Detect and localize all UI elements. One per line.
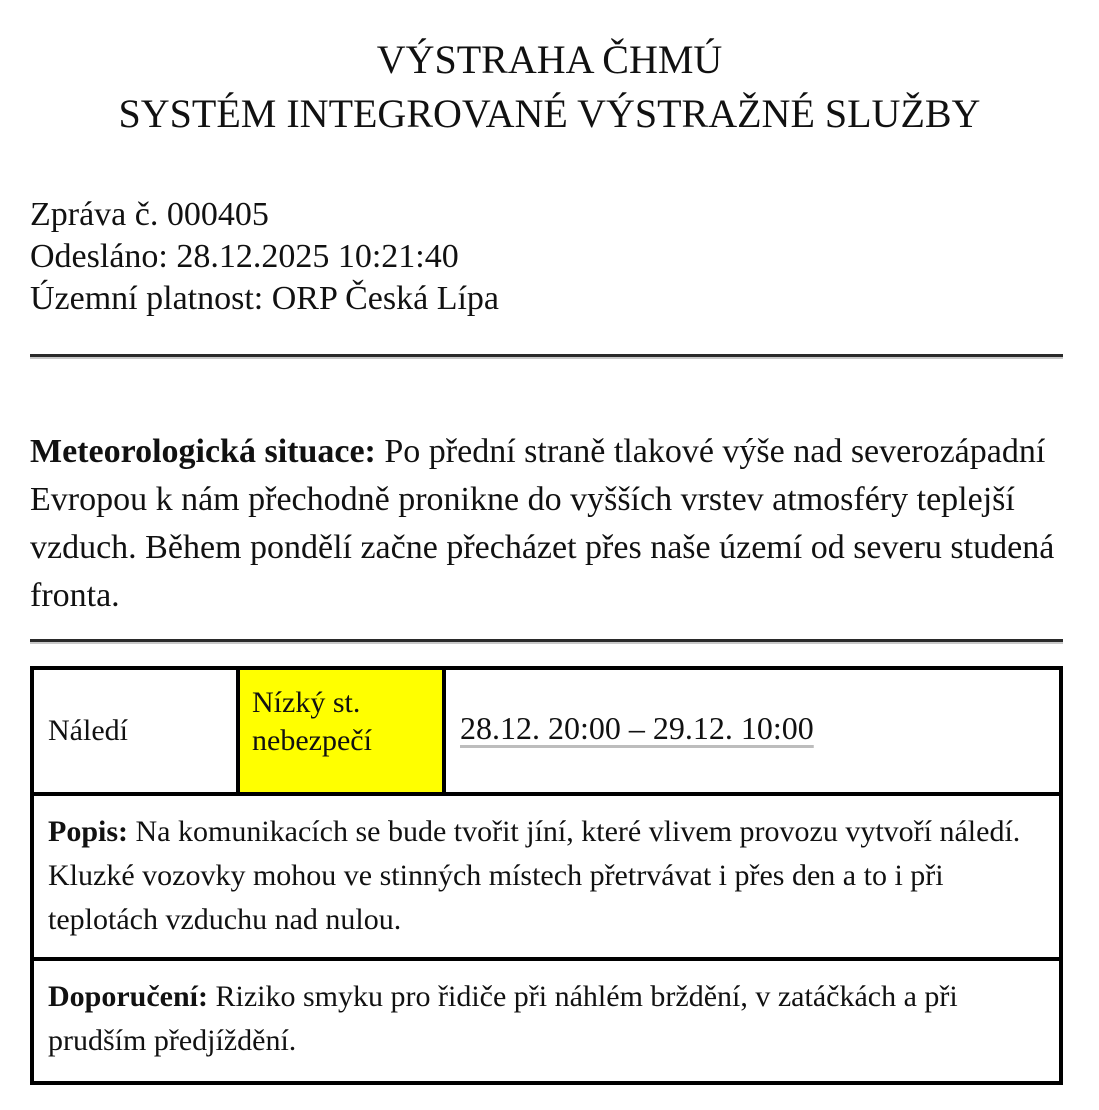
message-number: Zpráva č. 000405 — [30, 196, 269, 233]
recommendation-label: Doporučení: — [48, 980, 208, 1013]
alert-subtitle: SYSTÉM INTEGROVANÉ VÝSTRAŽNÉ SLUŽBY — [118, 91, 981, 136]
description-row — [34, 796, 1059, 961]
situation-text: Po přední straně tlakové výše nad severozápadní Evropou k nám přechodně pronikne do vyšších vrstev atmosféry teplejší vzduch. Během pondělí začne přecházet přes naše území od severu studená fronta. — [30, 433, 1055, 614]
validity-period[interactable]: 28.12. 20:00 – 29.12. 10:00 — [460, 709, 814, 746]
danger-level-badge — [240, 670, 446, 792]
divider — [30, 354, 1063, 359]
meteorological-situation — [30, 428, 1070, 620]
territorial-validity: Územní platnost: ORP Česká Lípa — [30, 280, 500, 317]
warning-table — [30, 666, 1063, 1085]
warning-summary-row — [34, 670, 1059, 796]
danger-level-line2: nebezpečí — [252, 724, 372, 757]
sent-timestamp: Odesláno: 28.12.2025 10:21:40 — [30, 238, 459, 275]
message-meta — [30, 194, 499, 320]
description-label: Popis: — [48, 815, 129, 848]
description-text: Na komunikacích se bude tvořit jíní, které vlivem provozu vytvoří náledí. Kluzké vozovky mohou ve stinných místech přetrvávat i přes den a to i při teplotách vzduchu nad nulou. — [48, 815, 1021, 936]
divider — [30, 639, 1063, 644]
alert-title: VÝSTRAHA ČHMÚ — [376, 37, 723, 82]
danger-level-line1: Nízký st. — [252, 686, 361, 719]
situation-label: Meteorologická situace: — [30, 433, 376, 470]
recommendation-row — [34, 961, 1059, 1081]
phenomenon-cell: Náledí — [34, 670, 240, 792]
validity-cell — [446, 670, 1059, 792]
recommendation-text: Riziko smyku pro řidiče při náhlém brždění, v zatáčkách a při prudším předjíždění. — [48, 980, 958, 1057]
